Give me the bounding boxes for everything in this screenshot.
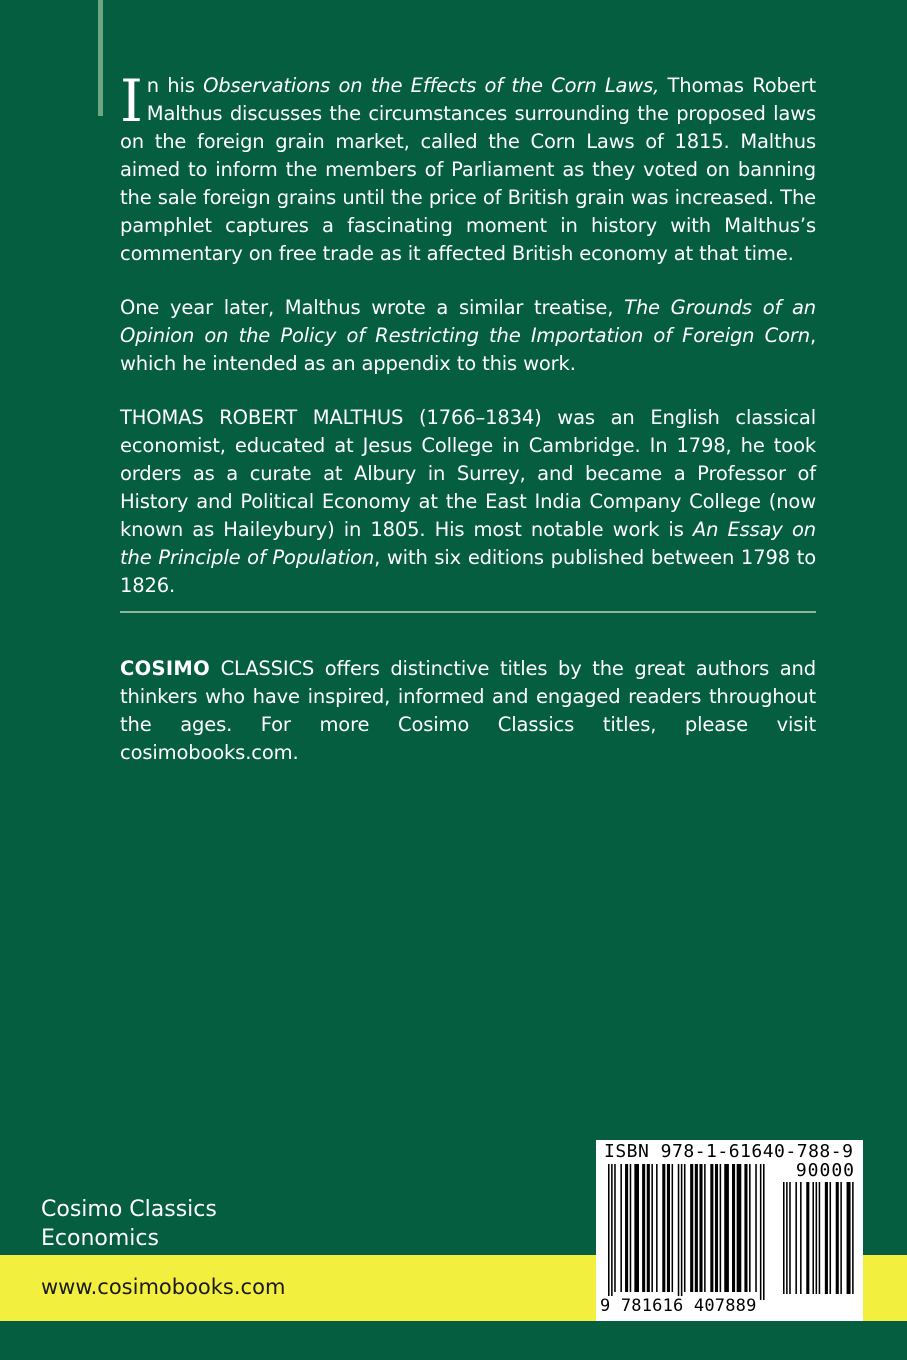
author-bio	[120, 404, 816, 600]
book-title-grounds: The Grounds of an Opinion on the Policy of Restricting the Importation of Foreign Corn	[120, 296, 816, 347]
barcode-bar	[672, 1164, 674, 1292]
price-code: 90000	[795, 1160, 855, 1181]
barcode-bar	[710, 1164, 713, 1292]
barcode-bar	[642, 1164, 645, 1292]
barcode-bar	[732, 1164, 735, 1292]
series-label	[41, 1195, 217, 1253]
p2-body: , which he intended as an appendix to this work.	[120, 324, 816, 375]
barcode-bar	[678, 1164, 680, 1300]
barcode-bar	[783, 1182, 785, 1294]
barcode-bar	[806, 1182, 809, 1294]
barcode-bar	[611, 1164, 613, 1300]
p1-lead: n his	[146, 74, 204, 97]
barcode-bar	[849, 1182, 851, 1294]
barcode-bar	[695, 1164, 698, 1292]
ean-barcode-bars	[608, 1164, 778, 1304]
barcode-bar	[690, 1164, 693, 1292]
drop-cap: I	[120, 67, 143, 135]
bio-text: THOMAS ROBERT MALTHUS (1766–1834) was an English classical economist, educated at Jesus College in Cambridge. In 1798, he took orders as a curate at Albury in Surrey, and became a Professor of History and Political Economy at the East India Company College (now known as Haileybury) in 1805. His most notable work is	[120, 406, 816, 541]
barcode-bar	[667, 1164, 670, 1292]
barcode-bar	[852, 1182, 854, 1294]
barcode-bar	[819, 1182, 821, 1294]
description-paragraph-1	[120, 67, 816, 268]
publisher-brand: COSIMO	[120, 657, 210, 680]
barcode-bar	[744, 1164, 747, 1292]
barcode-bar	[656, 1164, 658, 1292]
barcode-bar	[812, 1182, 814, 1294]
section-divider	[120, 611, 816, 613]
accent-bar	[98, 0, 103, 116]
barcode-bar	[608, 1164, 610, 1300]
barcode-bar	[737, 1164, 742, 1292]
barcode-bar	[800, 1182, 802, 1294]
barcode-bar	[830, 1182, 832, 1294]
barcode-bar	[630, 1164, 632, 1292]
barcode-bar	[836, 1182, 839, 1294]
barcode	[596, 1140, 863, 1321]
barcode-bar	[681, 1164, 683, 1300]
barcode-bar	[699, 1164, 702, 1292]
barcode-bar	[789, 1182, 791, 1294]
barcode-bar	[647, 1164, 650, 1292]
barcode-bar	[634, 1164, 639, 1292]
barcode-bar	[825, 1182, 828, 1294]
addon-barcode-bars	[783, 1182, 855, 1302]
barcode-bar	[795, 1182, 797, 1294]
website-url[interactable]: www.cosimobooks.com	[41, 1275, 286, 1299]
publisher-blurb-text: offers distinctive titles by the great authors and thinkers who have inspired, informed and engaged readers throughout the ages. For more Cosimo Classics titles, please visit cosimobooks.com.	[120, 657, 816, 764]
p2-lead: One year later, Malthus wrote a similar treatise,	[120, 296, 625, 319]
barcode-bar	[840, 1182, 842, 1294]
barcode-bar	[625, 1164, 628, 1292]
barcode-bar	[760, 1164, 762, 1300]
book-title-essay: An Essay on the Principle of Population	[120, 518, 816, 569]
series-name: Cosimo Classics	[41, 1197, 217, 1222]
barcode-bar	[684, 1164, 686, 1292]
publisher-brand-suffix: CLASSICS	[209, 657, 315, 680]
barcode-bar	[720, 1164, 722, 1292]
barcode-bar	[724, 1164, 729, 1292]
description-paragraph-2	[120, 294, 816, 378]
book-title-observations: Observations on the Effects of the Corn Laws,	[203, 74, 660, 97]
isbn-text: ISBN 978-1-61640-788-9	[604, 1141, 854, 1162]
barcode-bar	[614, 1164, 616, 1292]
barcode-bar	[651, 1164, 653, 1292]
barcode-bar	[662, 1164, 665, 1292]
p1-body: Thomas Robert Malthus discusses the circumstances surrounding the proposed laws on the foreign grain market, called the Corn Laws of 1815. Malthus aimed to inform the members of Parliament as they voted on banning the sale foreign grains until the price of British grain was increased. The pamphlet captures a fascinating moment in history with Malthus’s commentary on free trade as it affected British economy at that time.	[120, 74, 816, 265]
barcode-bar	[816, 1182, 818, 1294]
publisher-blurb	[120, 655, 816, 767]
barcode-bar	[749, 1164, 751, 1292]
barcode-bar	[786, 1182, 788, 1294]
barcode-bar	[715, 1164, 718, 1292]
barcode-bar	[763, 1164, 765, 1300]
barcode-bar	[755, 1164, 757, 1292]
ean-digits: 9 781616 407889	[600, 1296, 757, 1316]
barcode-bar	[620, 1164, 622, 1292]
series-category: Economics	[41, 1226, 159, 1251]
barcode-bar	[704, 1164, 706, 1292]
bio-end: , with six editions published between 1798 to 1826.	[120, 546, 816, 597]
